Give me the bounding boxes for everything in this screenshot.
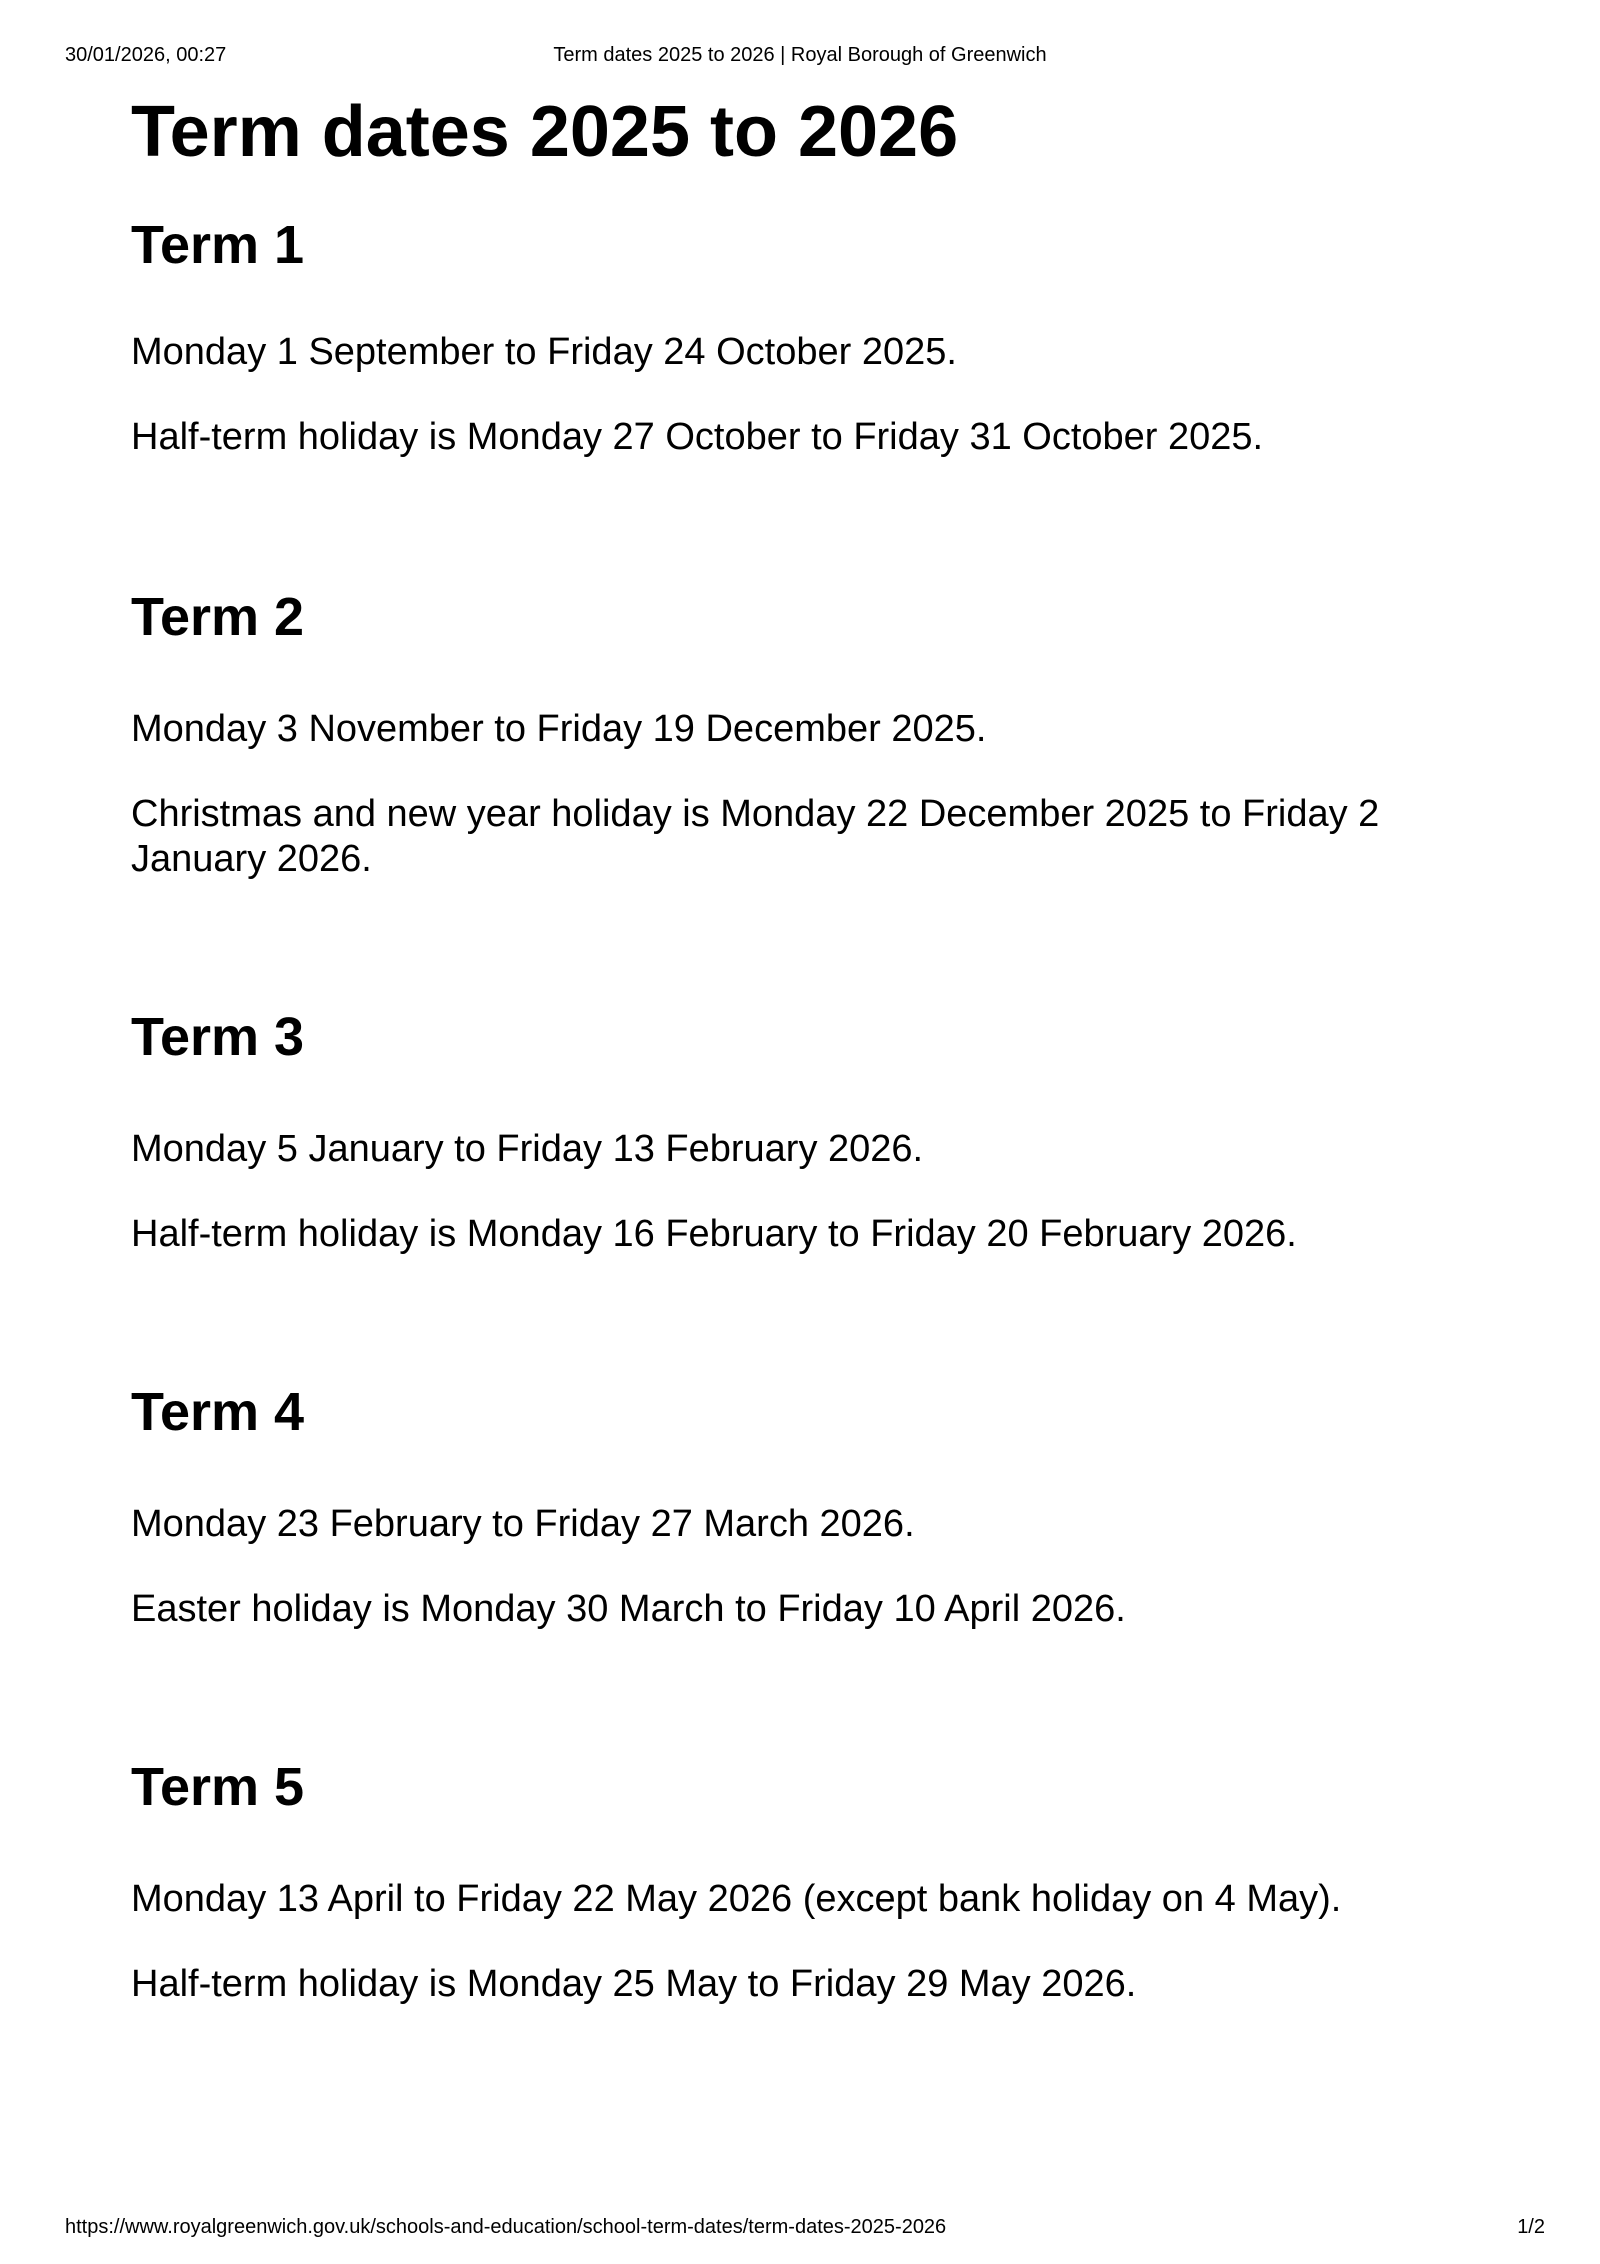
term-3-section [131,1002,1491,1257]
term-2-holiday: Christmas and new year holiday is Monday 22 December 2025 to Friday 2 January 2026. [131,793,1380,880]
term-5-heading: Term 5 [131,1757,305,1817]
print-footer [65,2212,1545,2242]
term-1-heading: Term 1 [131,215,305,275]
term-3-holiday: Half-term holiday is Monday 16 February to Friday 20 February 2026. [131,1213,1297,1255]
term-2-heading: Term 2 [131,587,305,647]
term-5-holiday: Half-term holiday is Monday 25 May to Friday 29 May 2026. [131,1963,1137,2005]
term-2-section [131,582,1491,882]
term-3-heading: Term 3 [131,1007,305,1067]
term-4-heading: Term 4 [131,1382,305,1442]
term-5-section [131,1752,1491,2007]
term-4-dates: Monday 23 February to Friday 27 March 2026. [131,1503,915,1545]
term-1-holiday: Half-term holiday is Monday 27 October to Friday 31 October 2025. [131,416,1264,458]
term-4-holiday: Easter holiday is Monday 30 March to Friday 10 April 2026. [131,1588,1126,1630]
term-4-section [131,1377,1491,1632]
term-5-dates: Monday 13 April to Friday 22 May 2026 (except bank holiday on 4 May). [131,1878,1342,1920]
term-2-dates: Monday 3 November to Friday 19 December 2025. [131,708,987,750]
term-3-dates: Monday 5 January to Friday 13 February 2026. [131,1128,924,1170]
print-datetime: 30/01/2026, 00:27 [65,44,227,66]
print-page-number: 1/2 [1517,2216,1545,2238]
page-title: Term dates 2025 to 2026 [131,92,959,172]
print-page-url: https://www.royalgreenwich.gov.uk/schools-and-education/school-term-dates/term-dates-2025-2026 [65,2216,947,2238]
print-header [65,40,1535,70]
main-content [131,88,1491,2007]
term-1-section [131,210,1491,460]
print-document-title: Term dates 2025 to 2026 | Royal Borough of Greenwich [553,44,1047,66]
term-1-dates: Monday 1 September to Friday 24 October 2025. [131,331,957,373]
